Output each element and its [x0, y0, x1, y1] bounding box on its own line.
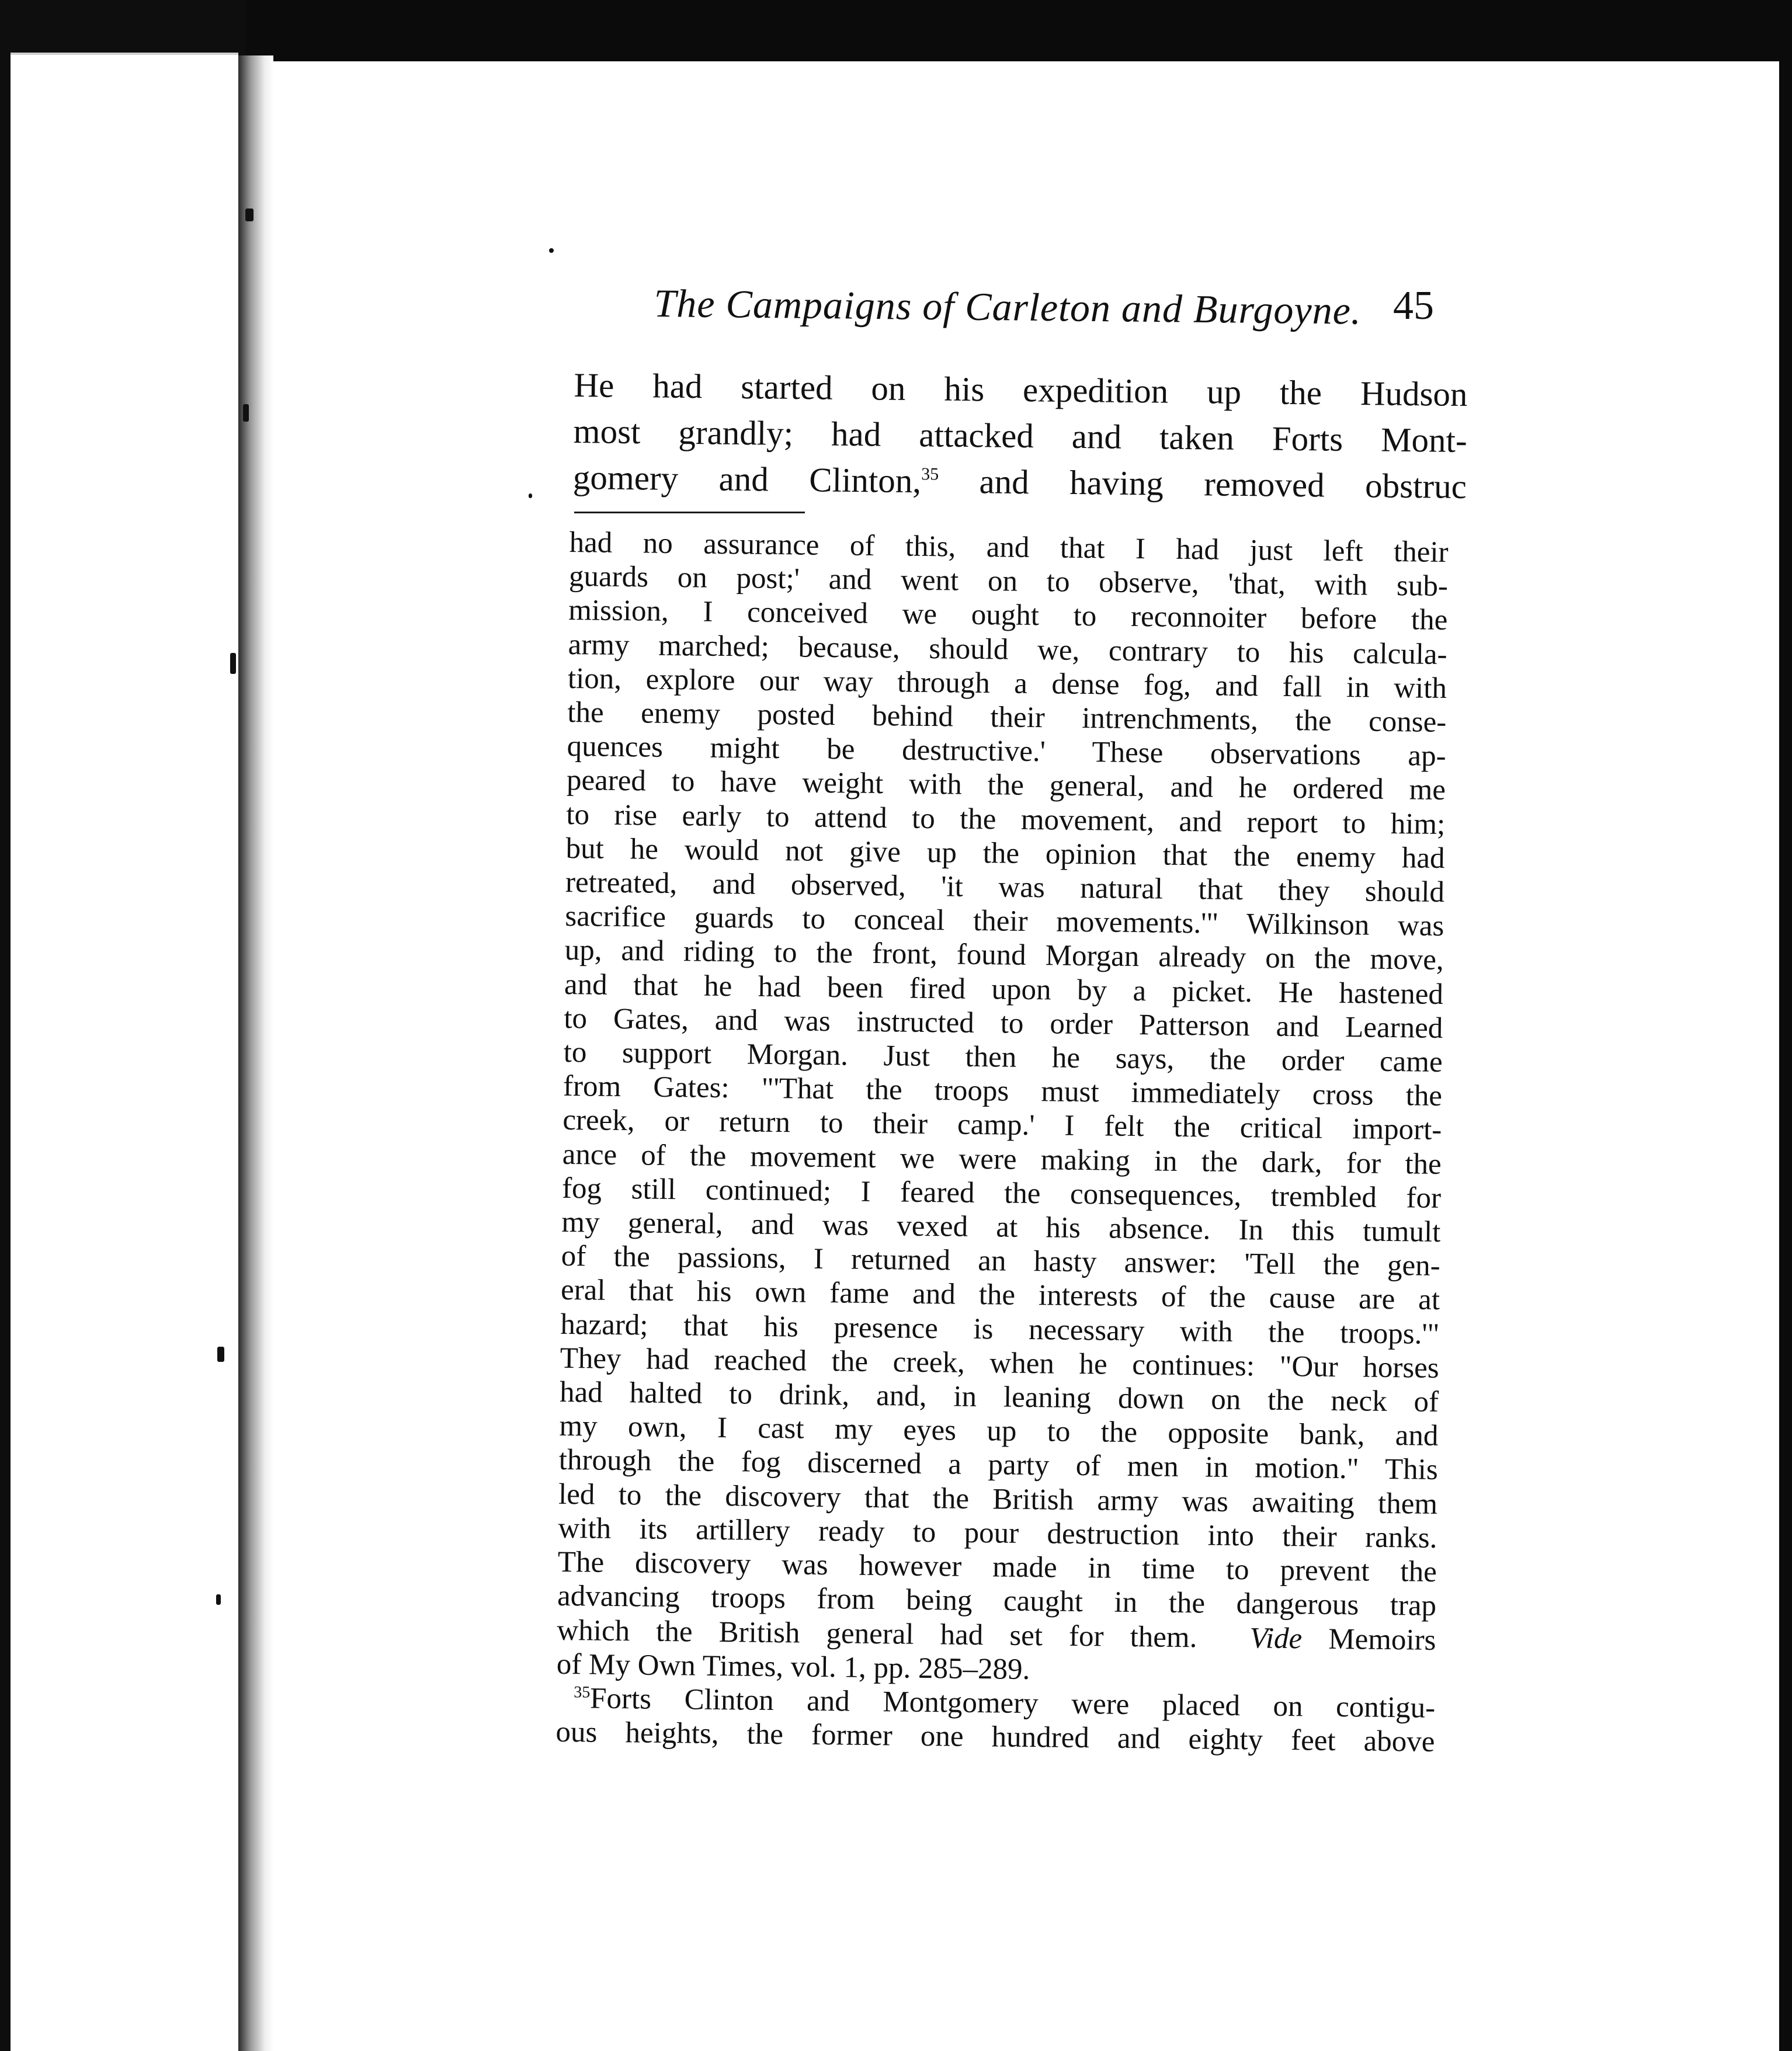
- scan-border-top: [0, 0, 1792, 61]
- footnote-line: ous heights, the former one hundred and eighty feet above: [555, 1715, 1435, 1759]
- footnote-line: mission, I conceived we ought to reconnoiter before the: [568, 594, 1448, 637]
- footnote-line-part: which the British general had set for them.: [557, 1614, 1197, 1654]
- footnote-line: ance of the movement we were making in the dark, for the: [562, 1138, 1442, 1181]
- footnote-line: my own, I cast my eyes up to the opposite bank, and: [559, 1410, 1439, 1453]
- footnote-line: my general, and was vexed at his absence. In this tumult: [561, 1205, 1441, 1249]
- footnote-line: eral that his own fame and the interests of the cause are at: [560, 1274, 1440, 1317]
- footnote-line: fog still continued; I feared the consequences, trembled for: [561, 1171, 1442, 1215]
- footnote-line: guards on post;' and went on to observe, 'that, with sub-: [568, 560, 1449, 603]
- footnote-line: quences might be destructive.' These observations ap-: [567, 730, 1446, 773]
- footnote-line: to Gates, and was instructed to order Patterson and Learned: [564, 1002, 1443, 1045]
- book-gutter: [238, 55, 273, 2051]
- footnote-line: advancing troops from being caught in the dangerous trap: [557, 1580, 1437, 1623]
- footnote-separator-rule: [574, 512, 805, 513]
- footnote-line: of My Own Times, vol. 1, pp. 285–289.: [556, 1647, 1030, 1686]
- footnote-reference: 35: [921, 464, 939, 484]
- footnote-line: and that he had been fired upon by a picket. He hastened: [564, 968, 1444, 1011]
- body-line: He had started on his expedition up the Hudson: [574, 365, 1468, 414]
- footnote-line: had halted to drink, and, in leaning down on the neck of: [559, 1375, 1439, 1419]
- margin-mark: [216, 1594, 221, 1605]
- footnote-line: The discovery was however made in time to prevent the: [557, 1545, 1437, 1589]
- footnote-line: army marched; because, should we, contrary to his calcula-: [568, 628, 1447, 671]
- footnote-line: to support Morgan. Just then he says, the order came: [563, 1035, 1443, 1079]
- body-line: [573, 454, 1467, 510]
- footnote-line-part: Forts Clinton and Montgomery were placed on contigu-: [589, 1682, 1436, 1725]
- body-line-part: gomery and Clinton,: [572, 457, 922, 500]
- scan-border-right: [1779, 0, 1792, 2051]
- footnote-line: retreated, and observed, 'it was natural that they should: [565, 865, 1445, 909]
- footnote-line: through the fog discerned a party of men in motion." This: [558, 1444, 1439, 1487]
- footnote-line: had no assurance of this, and that I had just left their: [569, 526, 1449, 569]
- footnote-line: tion, explore our way through a dense fog, and fall in with: [567, 662, 1447, 705]
- vide-italic: Vide: [1249, 1621, 1303, 1655]
- footnotes: [555, 526, 1449, 1759]
- running-head: [654, 280, 1466, 345]
- footnote-line: sacrifice guards to conceal their movements.'" Wilkinson was: [565, 900, 1444, 943]
- facing-page-edge: [11, 53, 238, 2051]
- margin-mark: [245, 208, 253, 221]
- margin-mark: [217, 1347, 224, 1362]
- body-paragraph: [573, 362, 1468, 510]
- body-line: most grandly; had attacked and taken Forts Mont-: [573, 411, 1468, 460]
- footnote-line: but he would not give up the opinion that the enemy had: [565, 832, 1445, 875]
- footnote-line: with its artillery ready to pour destruction into their ranks.: [558, 1511, 1437, 1555]
- footnote-number: 35: [574, 1683, 591, 1702]
- page-number: 45: [1393, 283, 1434, 328]
- footnote-line: to rise early to attend to the movement, and report to him;: [566, 798, 1446, 841]
- footnote-line: the enemy posted behind their intrenchments, the conse-: [567, 696, 1447, 739]
- speck: [529, 493, 532, 498]
- margin-mark: [243, 404, 249, 422]
- footnote-line: led to the discovery that the British army was awaiting them: [558, 1478, 1438, 1521]
- speck: [549, 248, 554, 253]
- footnote-line: of the passions, I returned an hasty answer: 'Tell the gen-: [561, 1240, 1441, 1283]
- body-line-part: and having removed obstruc: [938, 461, 1467, 506]
- footnote-line: peared to have weight with the general, and he ordered me: [566, 764, 1446, 807]
- margin-mark: [230, 653, 236, 674]
- footnote-line: They had reached the creek, when he continues: "Our horses: [560, 1341, 1440, 1385]
- footnote-line: hazard; that his presence is necessary with the troops.'": [560, 1308, 1440, 1351]
- footnote-line-part: Memoirs: [1301, 1622, 1436, 1657]
- footnote-line: from Gates: "'That the troops must immediately cross the: [562, 1070, 1443, 1113]
- footnote-line: up, and riding to the front, found Morgan already on the move,: [564, 934, 1444, 977]
- footnote-line: creek, or return to their camp.' I felt the critical import-: [562, 1104, 1442, 1147]
- running-head-title: The Campaigns of Carleton and Burgoyne.: [654, 280, 1362, 333]
